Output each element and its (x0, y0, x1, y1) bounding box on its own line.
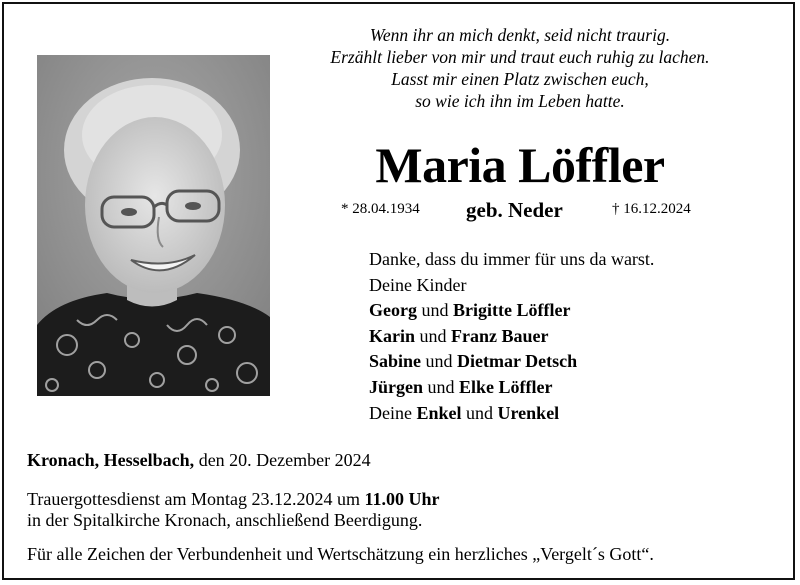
poem-line: Wenn ihr an mich denkt, seid nicht traurig. (369, 25, 671, 45)
children-label: Deine Kinder (369, 274, 467, 295)
family-intro: Danke, dass du immer für uns da warst. (369, 249, 655, 269)
partner-name: Franz Bauer (451, 325, 549, 346)
funeral-service (27, 489, 440, 531)
first-name: Sabine (369, 351, 422, 372)
connector: und (425, 351, 453, 372)
place: Kronach, Hesselbach, (27, 450, 195, 470)
poem-line: Erzählt lieber von mir und traut euch ruhig zu lachen. (330, 47, 710, 67)
family-list (369, 247, 749, 426)
deceased-name: Maria Löffler (375, 137, 665, 193)
connector: und (466, 402, 494, 423)
service-prefix: Trauergottesdienst am Montag 23.12.2024 um (27, 489, 360, 509)
first-name: Jürgen (369, 376, 423, 397)
family-couple (369, 324, 749, 350)
grandchildren: Enkel (416, 402, 462, 423)
partner-name: Elke Löffler (459, 376, 553, 397)
service-line-1 (27, 489, 440, 510)
place-date-line (27, 449, 371, 471)
family-couple (369, 349, 749, 375)
death-date: † 16.12.2024 (612, 201, 691, 217)
memorial-poem (290, 24, 750, 112)
date: den 20. Dezember 2024 (198, 450, 371, 470)
poem-line: Lasst mir einen Platz zwischen euch, (391, 69, 649, 89)
partner-name: Brigitte Löffler (452, 300, 571, 321)
birth-date: * 28.04.1934 (341, 201, 420, 217)
first-name: Karin (369, 325, 416, 346)
family-couple (369, 298, 749, 324)
great-grandchildren: Urenkel (497, 402, 560, 423)
grand-prefix: Deine (369, 402, 412, 423)
thanks-line: Für alle Zeichen der Verbundenheit und Wertschätzung ein herzliches „Vergelt´s Gott“. (27, 544, 654, 564)
family-couple (369, 375, 749, 401)
service-time: 11.00 Uhr (364, 489, 440, 509)
connector: und (427, 376, 455, 397)
connector: und (419, 325, 447, 346)
partner-name: Dietmar Detsch (457, 351, 578, 372)
maiden-name: geb. Neder (466, 198, 563, 222)
portrait-photo (37, 55, 270, 396)
service-line-2: in der Spitalkirche Kronach, anschließend Beerdigung. (27, 510, 423, 530)
connector: und (421, 300, 449, 321)
grandchildren-line (369, 401, 749, 427)
poem-line: so wie ich ihn im Leben hatte. (415, 91, 625, 111)
first-name: Georg (369, 300, 417, 321)
